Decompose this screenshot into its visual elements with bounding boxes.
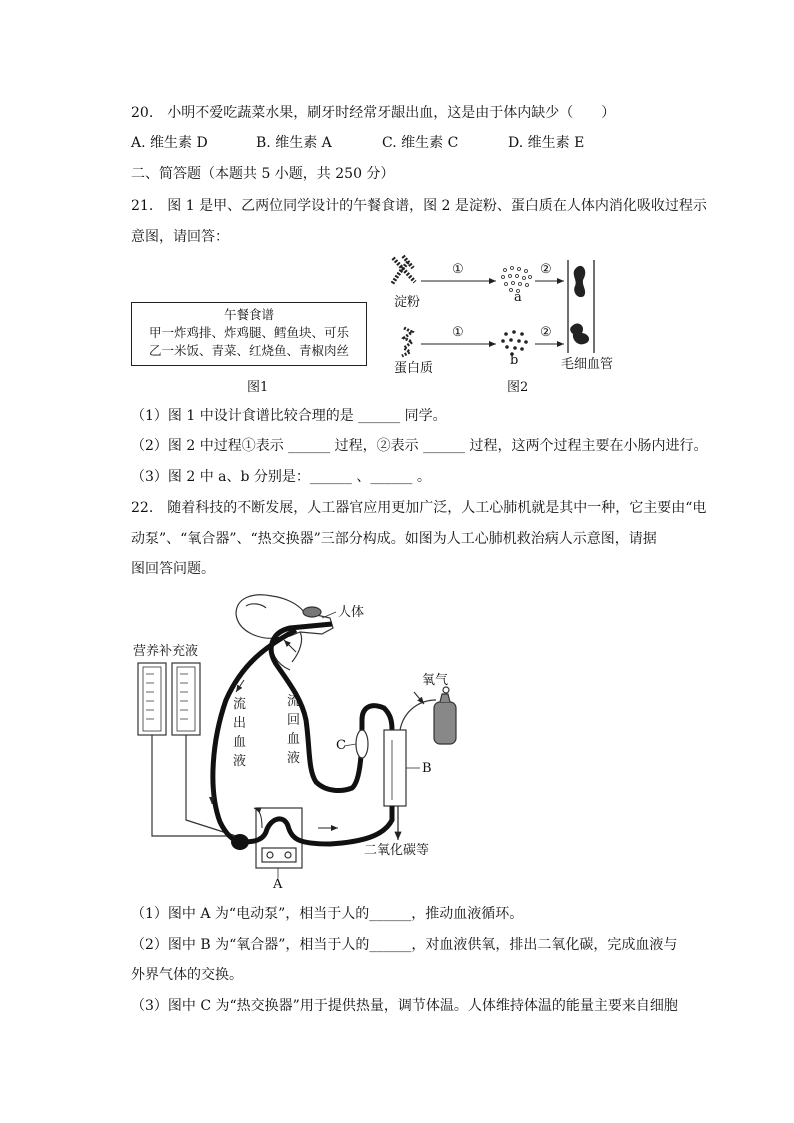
return-blood-label: 流 回 血 液 <box>287 694 301 766</box>
q22-sub2-line1: （2）图中 B 为“氧合器”，相当于人的______，对血液供氧，排出二氧化碳，完成血液与 <box>131 937 678 953</box>
q22-stem-line3: 图回答问题。 <box>131 561 215 577</box>
q20-option-b: B. 维生素 A <box>256 135 332 151</box>
q20-option-c: C. 维生素 C <box>382 135 459 151</box>
product-a-label: a <box>514 290 522 305</box>
q21-sub3: （3）图 2 中 a、b 分别是：______ 、______ 。 <box>131 469 431 485</box>
oxygen-label: 氧气 <box>422 673 449 688</box>
nutrient-bag-left-icon <box>138 663 166 735</box>
q20-stem: 20. 小明不爱吃蔬菜水果，刷牙时经常牙龈出血，这是由于体内缺少（ ） <box>131 105 616 121</box>
component-b-label: B <box>422 761 432 776</box>
fig2-caption: 图2 <box>507 380 529 395</box>
menu-row-jia: 甲一炸鸡排、炸鸡腿、鳕鱼块、可乐 <box>148 325 349 340</box>
oxygenator-b <box>384 730 406 806</box>
oxygen-tank-icon <box>434 687 456 744</box>
fig1-caption: 图1 <box>247 380 269 395</box>
fig2-step1-label-bottom: ① <box>452 325 464 340</box>
menu-row-yi: 乙一米饭、青菜、红烧鱼、青椒肉丝 <box>148 343 349 358</box>
menu-title: 午餐食谱 <box>223 307 274 322</box>
co2-label: 二氧化碳等 <box>364 843 430 858</box>
q22-sub3-line1: （3）图中 C 为“热交换器”用于提供热量，调节体温。人体维持体温的能量主要来自细胞 <box>131 998 678 1014</box>
heat-exchanger-c <box>356 730 368 758</box>
protein-label: 蛋白质 <box>394 361 434 376</box>
fig2-step2-label-bottom: ② <box>540 325 552 340</box>
component-c-label: C <box>336 738 346 753</box>
capillary-label: 毛细血管 <box>561 357 614 372</box>
q22-stem-line1: 22. 随着科技的不断发展，人工器官应用更加广泛，人工心肺机就是其中一种，它主要由“电 <box>131 500 707 516</box>
q22-stem-line2: 动泵”、“氧合器”、“热交换器”三部分构成。如图为人工心肺机救治病人示意图，请据 <box>131 531 657 547</box>
q21-sub1: （1）图 1 中设计食谱比较合理的是 ______ 同学。 <box>131 408 447 424</box>
fig2-step2-label-top: ② <box>540 262 552 277</box>
product-b-label: b <box>510 353 519 368</box>
q22-sub1: （1）图中 A 为“电动泵”，相当于人的______，推动血液循环。 <box>131 906 524 922</box>
human-body-label: 人体 <box>338 605 365 620</box>
starch-label: 淀粉 <box>394 295 421 310</box>
q21-stem-line2: 意图，请回答： <box>131 229 229 245</box>
q22-sub2-line2: 外界气体的交换。 <box>131 967 243 983</box>
q20-option-d: D. 维生素 E <box>508 135 585 151</box>
oxygen-arrow <box>414 692 424 704</box>
return-arrow <box>284 640 296 652</box>
component-a-label: A <box>273 877 283 892</box>
outflow-blood-label: 流 出 血 液 <box>233 697 247 769</box>
oxygen-tube <box>400 700 436 730</box>
nutrient-solution-label: 营养补充液 <box>133 644 199 659</box>
q21-stem-line1: 21. 图 1 是甲、乙两位同学设计的午餐食谱，图 2 是淀粉、蛋白质在人体内消化吸收过程示 <box>131 198 707 214</box>
fig2-step1-label-top: ① <box>452 262 464 277</box>
q20-option-a: A. 维生素 D <box>131 135 208 151</box>
section-heading: 二、简答题（本题共 5 小题，共 250 分） <box>131 166 395 182</box>
q21-sub2: （2）图 2 中过程①表示 ______ 过程，②表示 ______ 过程，这两个过程主要在小肠内进行。 <box>131 438 708 454</box>
pump-junction <box>231 834 249 850</box>
nutrient-bag-right-icon <box>172 663 200 735</box>
